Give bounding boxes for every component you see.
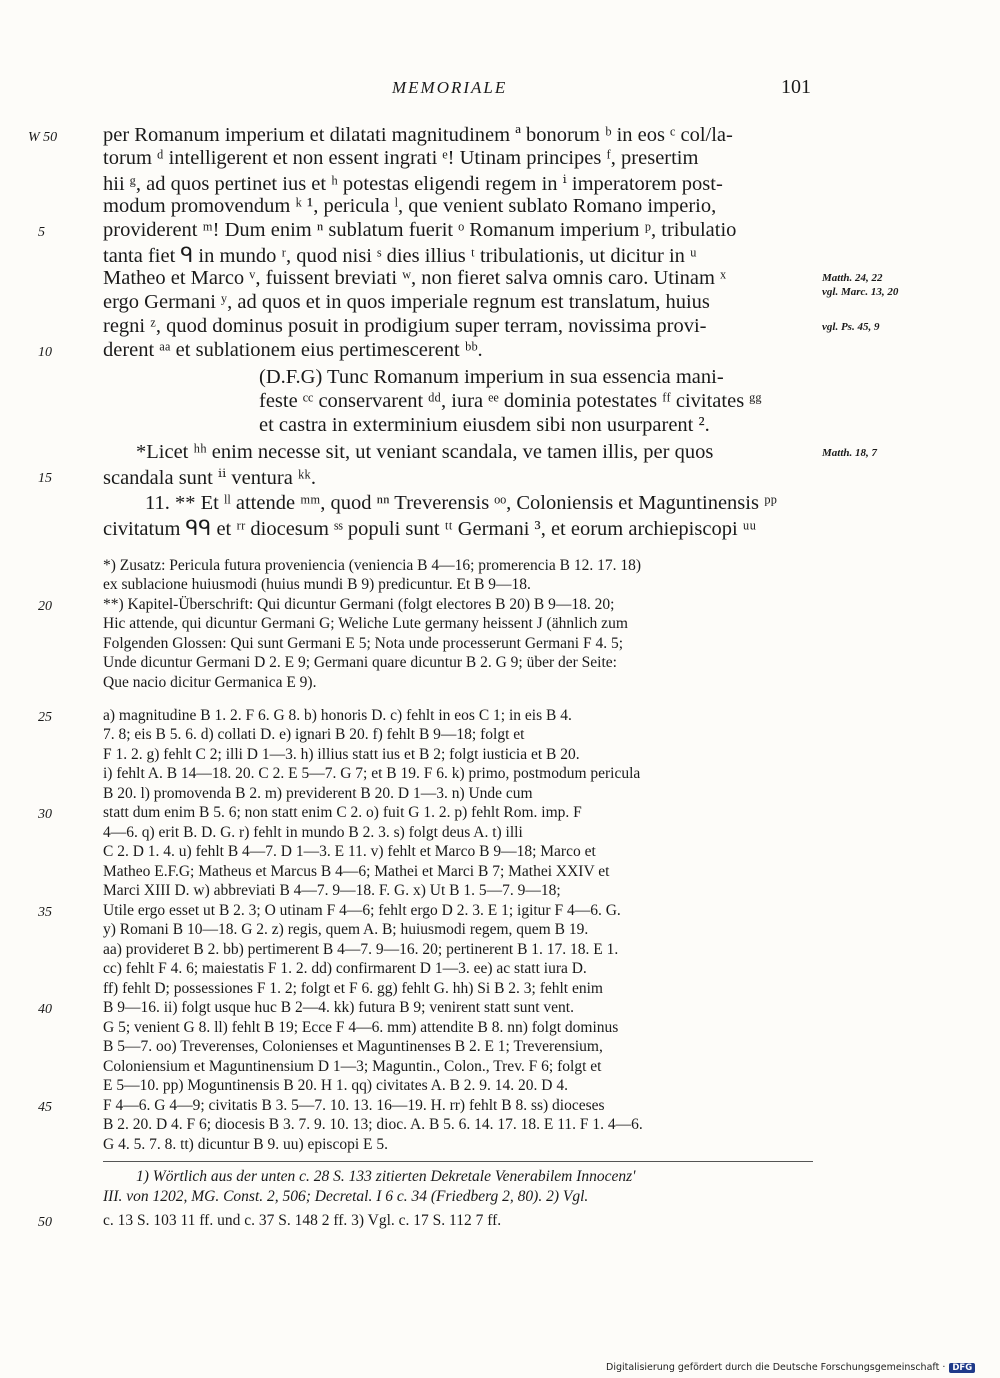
main-text-line: feste ᶜᶜ conservarent ᵈᵈ, iura ᵉᵉ dominia potestates ᶠᶠ civitates ᵍᵍ [259, 390, 762, 412]
margin-reference: Matth. 18, 7 [822, 447, 878, 459]
apparatus-line: Marci XIII D. w) abbreviati B 4—7. 9—18. F. G. x) Ut B 1. 5—7. 9—18; [103, 882, 561, 899]
line-number: 45 [38, 1100, 52, 1115]
line-number: 5 [38, 225, 45, 240]
apparatus-line: ff) fehlt D; possessiones F 1. 2; folgt et F 6. gg) fehlt G. hh) Si B 2. 3; fehlt enim [103, 980, 603, 997]
main-text-line: hii ᵍ, ad quos pertinet ius et ʰ potestas eligendi regem in ⁱ imperatorem post- [103, 173, 723, 195]
apparatus-line: Utile ergo esset ut B 2. 3; O utinam F 4—6; fehlt ergo D 2. 3. E 1; igitur F 4—6. G. [103, 902, 621, 919]
margin-reference: vgl. Ps. 45, 9 [822, 321, 880, 333]
apparatus-line: Matheo E.F.G; Matheus et Marcus B 4—6; Mathei et Marci B 7; Mathei XXIV et [103, 863, 610, 880]
gloss-line: Folgenden Glossen: Qui sunt Germani E 5; Nota unde processerunt Germani F 4. 5; [103, 635, 624, 652]
main-text-line: modum promovendum ᵏ ¹, pericula ˡ, que venient sublato Romano imperio, [103, 195, 717, 217]
line-number: W 50 [28, 130, 58, 145]
line-number: 30 [38, 807, 52, 822]
apparatus-line: C 2. D 1. 4. u) fehlt B 4—7. D 1—3. E 11. v) fehlt et Marco B 9—18; Marco et [103, 843, 596, 860]
gloss-line: *) Zusatz: Pericula futura proveniencia (veniencia B 4—16; promerencia B 12. 17. 18) [103, 557, 642, 574]
apparatus-line: G 5; venient G 8. ll) fehlt B 19; Ecce F 4—6. mm) attendite B 8. nn) folgt dominus [103, 1019, 619, 1036]
margin-reference: Matth. 24, 22 [822, 272, 883, 284]
gloss-line: Unde dicuntur Germani D 2. E 9; Germani quare dicuntur B 2. G 9; über der Seite: [103, 654, 617, 671]
line-number: 25 [38, 710, 52, 725]
main-text-line: ergo Germani ʸ, ad quos et in quos imperiale regnum est translatum, huius [103, 291, 710, 313]
margin-reference: vgl. Marc. 13, 20 [822, 286, 899, 298]
gloss-line: Hic attende, qui dicuntur Germani G; Weliche Lute germany heissent J (ähnlich zum [103, 615, 628, 632]
main-text-line: (D.F.G) Tunc Romanum imperium in sua essencia mani- [259, 366, 724, 388]
main-text-line: *Licet ʰʰ enim necesse sit, ut veniant scandala, ve tamen illis, per quos [136, 441, 714, 463]
line-number: 15 [38, 471, 52, 486]
main-text-line: et castra in exterminium eiusdem sibi non usurparent ². [259, 414, 710, 436]
gloss-line: **) Kapitel-Überschrift: Qui dicuntur Germani (folgt electores B 20) B 9—18. 20; [103, 596, 615, 613]
apparatus-line: a) magnitudine B 1. 2. F 6. G 8. b) honoris D. c) fehlt in eos C 1; in eis B 4. [103, 707, 572, 724]
main-text-line: tanta fiet ᑫ in mundo ʳ, quod nisi ˢ dies illius ᵗ tribulationis, ut dicitur in ᵘ [103, 245, 697, 267]
page-number: 101 [781, 76, 811, 98]
apparatus-line: B 2. 20. D 4. F 6; diocesis B 3. 7. 9. 10. 13; dioc. A. B 5. 6. 14. 17. 18. E 11. F 1. 4—6. [103, 1116, 643, 1133]
line-number: 35 [38, 905, 52, 920]
main-text-line: 11. ** Et ˡˡ attende ᵐᵐ, quod ⁿⁿ Treverensis ᵒᵒ, Coloniensis et Maguntinensis ᵖᵖ [145, 492, 777, 514]
main-text-line: Matheo et Marco ᵛ, fuissent breviati ʷ, non fieret salva omnis caro. Utinam ˣ [103, 267, 727, 289]
main-text-line: torum ᵈ intelligerent et non essent ingrati ᵉ! Utinam principes ᶠ, presertim [103, 147, 699, 169]
dfg-logo: DFG [949, 1363, 975, 1373]
footnote-line: 1) Wörtlich aus der unten c. 28 S. 133 zitierten Dekretale Venerabilem Innocenz' [136, 1168, 636, 1185]
apparatus-line: aa) provideret B 2. bb) pertimerent B 4—7. 9—16. 20; pertinerent B 1. 17. 18. E 1. [103, 941, 619, 958]
line-number: 50 [38, 1215, 52, 1230]
apparatus-line: statt dum enim B 5. 6; non statt enim C 2. o) fuit G 1. 2. p) fehlt Rom. imp. F [103, 804, 582, 821]
gloss-line: ex sublacione huiusmodi (huius mundi B 9) predicuntur. Et B 9—18. [103, 576, 531, 593]
apparatus-line: i) fehlt A. B 14—18. 20. C 2. E 5—7. G 7; et B 19. F 6. k) primo, postmodum pericula [103, 765, 641, 782]
gloss-line: Que nacio dicitur Germanica E 9). [103, 674, 317, 691]
apparatus-line: B 20. l) promovenda B 2. m) previderent B 20. D 1—3. n) Unde cum [103, 785, 533, 802]
apparatus-line: B 9—16. ii) folgt usque huc B 2—4. kk) futura B 9; venirent statt sunt vent. [103, 999, 574, 1016]
apparatus-line: G 4. 5. 7. 8. tt) dicuntur B 9. uu) episcopi E 5. [103, 1136, 388, 1153]
main-text-line: scandala sunt ⁱⁱ ventura ᵏᵏ. [103, 467, 317, 489]
apparatus-line: 4—6. q) erit B. D. G. r) fehlt in mundo B 2. 3. s) folgt deus A. t) illi [103, 824, 523, 841]
main-text-line: civitatum ᑫᑫ et ʳʳ diocesum ˢˢ populi sunt ᵗᵗ Germani ³, et eorum archiepiscopi ᵘᵘ [103, 518, 757, 540]
apparatus-line: B 5—7. oo) Treverenses, Colonienses et Maguntinenses B 2. E 1; Treverensium, [103, 1038, 603, 1055]
apparatus-line: E 5—10. pp) Moguntinensis B 20. H 1. qq) civitates A. B 2. 9. 14. 20. D 4. [103, 1077, 568, 1094]
main-text-line: derent ᵃᵃ et sublationem eius pertimescerent ᵇᵇ. [103, 339, 483, 361]
apparatus-line: F 4—6. G 4—9; civitatis B 3. 5—7. 10. 13. 16—19. H. rr) fehlt B 8. ss) dioceses [103, 1097, 605, 1114]
digitization-credit [606, 1362, 975, 1373]
line-number: 20 [38, 599, 52, 614]
credit-text: Digitalisierung gefördert durch die Deutsche Forschungsgemeinschaft · [606, 1362, 946, 1373]
running-title: MEMORIALE [392, 78, 508, 97]
main-text-line: regni ᶻ, quod dominus posuit in prodigium super terram, novissima provi- [103, 315, 707, 337]
apparatus-line: 7. 8; eis B 5. 6. d) collati D. e) ignari B 20. f) fehlt B 9—18; folgt et [103, 726, 525, 743]
main-text-line: providerent ᵐ! Dum enim ⁿ sublatum fuerit ᵒ Romanum imperium ᵖ, tribulatio [103, 219, 737, 241]
footnote-line: c. 13 S. 103 11 ff. und c. 37 S. 148 2 ff. 3) Vgl. c. 17 S. 112 7 ff. [103, 1212, 502, 1229]
apparatus-line: F 1. 2. g) fehlt C 2; illi D 1—3. h) illius statt ius et B 2; folgt iusticia et B 20. [103, 746, 580, 763]
apparatus-line: Coloniensium et Maguntinensium D 1—3; Maguntin., Colon., Trev. F 6; folgt et [103, 1058, 602, 1075]
apparatus-line: y) Romani B 10—18. G 2. z) regis, quem A. B; huiusmodi regem, quem B 19. [103, 921, 589, 938]
footnote-rule [103, 1161, 813, 1162]
apparatus-line: cc) fehlt F 4. 6; maiestatis F 1. 2. dd) confirmarent D 1—3. ee) ac statt iura D. [103, 960, 587, 977]
line-number: 10 [38, 345, 52, 360]
footnote-line: III. von 1202, MG. Const. 2, 506; Decretal. I 6 c. 34 (Friedberg 2, 80). 2) Vgl. [103, 1188, 589, 1205]
page-header [0, 78, 1000, 102]
line-number: 40 [38, 1002, 52, 1017]
main-text-line: per Romanum imperium et dilatati magnitudinem ª bonorum ᵇ in eos ᶜ col/la- [103, 124, 733, 146]
